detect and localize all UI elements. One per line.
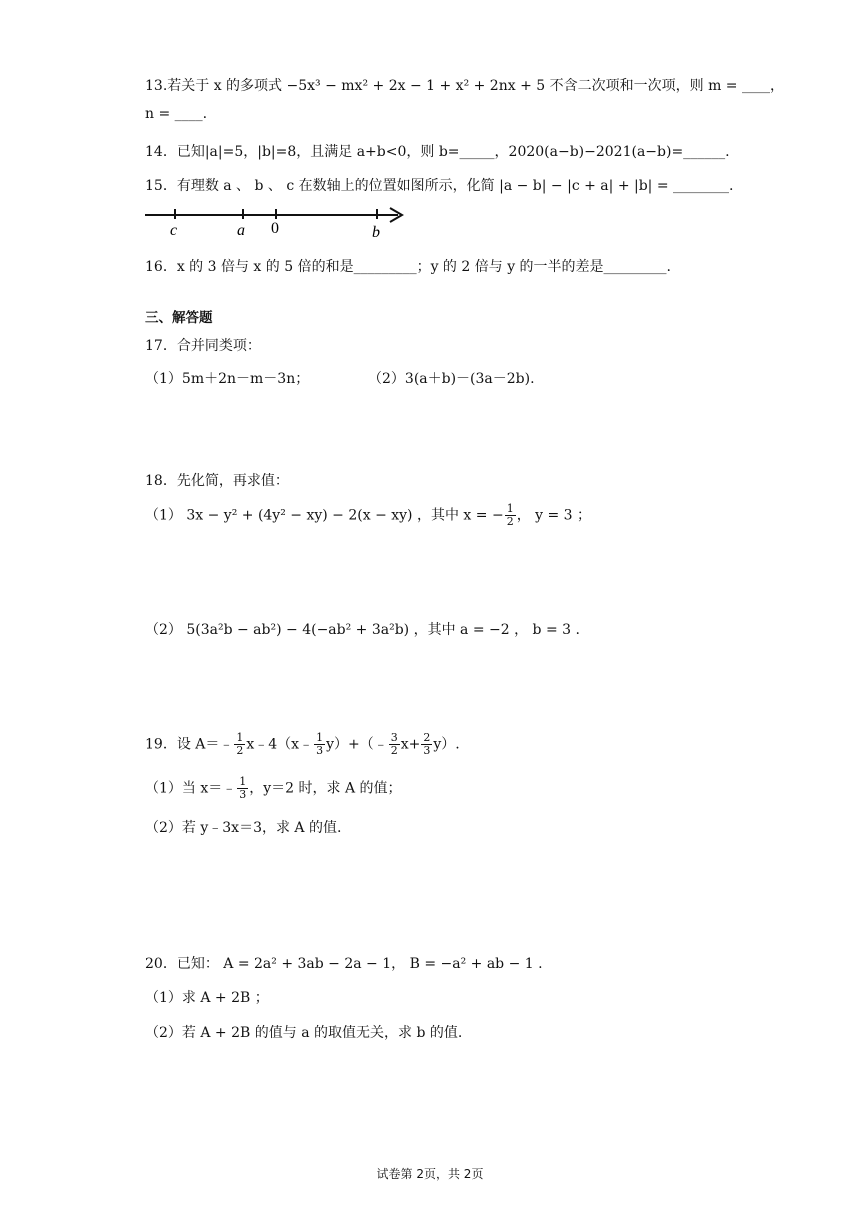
denominator: 2 <box>236 744 244 757</box>
q20-part2: （2）若 A + 2B 的值与 a 的取值无关，求 b 的值. <box>145 1025 463 1041</box>
numerator: 1 <box>236 731 244 744</box>
q14: 14．已知|a|=5，|b|=8，且满足 a+b<0，则 b=_____，2020(a−b)−2021(a−b)=______. <box>145 144 730 160</box>
denominator: 2 <box>390 744 398 757</box>
q19-head: 19．设 A＝﹣ <box>145 736 234 753</box>
number-line-figure <box>140 203 420 243</box>
fraction <box>421 732 432 757</box>
q16: 16．x 的 3 倍与 x 的 5 倍的和是_________；y 的 2 倍与 y 的一半的差是_________. <box>145 259 671 275</box>
numerator: 1 <box>239 775 247 788</box>
fraction <box>237 776 248 801</box>
q17-part2: （2）3(a＋b)－(3a－2b). <box>368 371 535 387</box>
q18-part2: （2） 5(3a²b − ab²) − 4(−ab² + 3a²b) ，其中 a = −2 ， b = 3 . <box>145 622 580 638</box>
label-c: c <box>170 222 178 239</box>
q17-title: 17．合并同类项： <box>145 338 261 354</box>
q18-part1 <box>145 503 591 528</box>
denominator: 3 <box>423 744 431 757</box>
q20-title: 20．已知： A = 2a² + 3ab − 2a − 1， B = −a² + ab − 1 . <box>145 956 543 972</box>
q19-part1-tail: ，y＝2 时，求 A 的值； <box>249 780 402 797</box>
q17-part1: （1）5m＋2n－m－3n； <box>145 371 310 387</box>
q19-part1 <box>145 776 402 801</box>
fraction <box>234 732 245 757</box>
q13-line2: n = ____. <box>145 106 208 122</box>
q19-mid1: x﹣4（x﹣ <box>246 736 314 753</box>
fraction <box>314 732 325 757</box>
label-0: 0 <box>271 220 279 237</box>
section-title: 三、解答题 <box>145 310 213 326</box>
q18-title: 18．先化简，再求值： <box>145 473 289 489</box>
denominator: 3 <box>239 788 247 801</box>
q19-part1-head: （1）当 x＝﹣ <box>145 780 237 797</box>
fraction <box>505 503 516 528</box>
label-b: b <box>372 224 380 241</box>
q18-part1-tail: ， y = 3 ； <box>516 507 592 524</box>
denominator: 3 <box>316 744 324 757</box>
q19-mid2: y）+（﹣ <box>326 736 388 753</box>
denominator: 2 <box>506 515 514 528</box>
numerator: 2 <box>423 731 431 744</box>
q18-part1-expr: （1） 3x − y² + (4y² − xy) − 2(x − xy) ，其中 x = − <box>145 507 504 524</box>
label-a: a <box>237 222 245 239</box>
q15: 15．有理数 a 、 b 、 c 在数轴上的位置如图所示，化简 |a − b| − |c + a| + |b| = ________. <box>145 178 734 194</box>
page-footer: 试卷第 2页，共 2页 <box>376 1167 484 1181</box>
q19-tail: y）. <box>433 736 460 753</box>
q19-definition <box>145 732 460 757</box>
q19-mid3: x+ <box>400 736 421 753</box>
q13-line1: 13.若关于 x 的多项式 −5x³ − mx² + 2x − 1 + x² + 2nx + 5 不含二次项和一次项，则 m = ____， <box>145 78 784 94</box>
numerator: 1 <box>316 731 324 744</box>
q20-part1: （1）求 A + 2B ； <box>145 990 269 1006</box>
numerator: 3 <box>390 731 398 744</box>
q19-part2: （2）若 y﹣3x＝3，求 A 的值. <box>145 820 342 836</box>
fraction <box>389 732 400 757</box>
numerator: 1 <box>506 502 514 515</box>
